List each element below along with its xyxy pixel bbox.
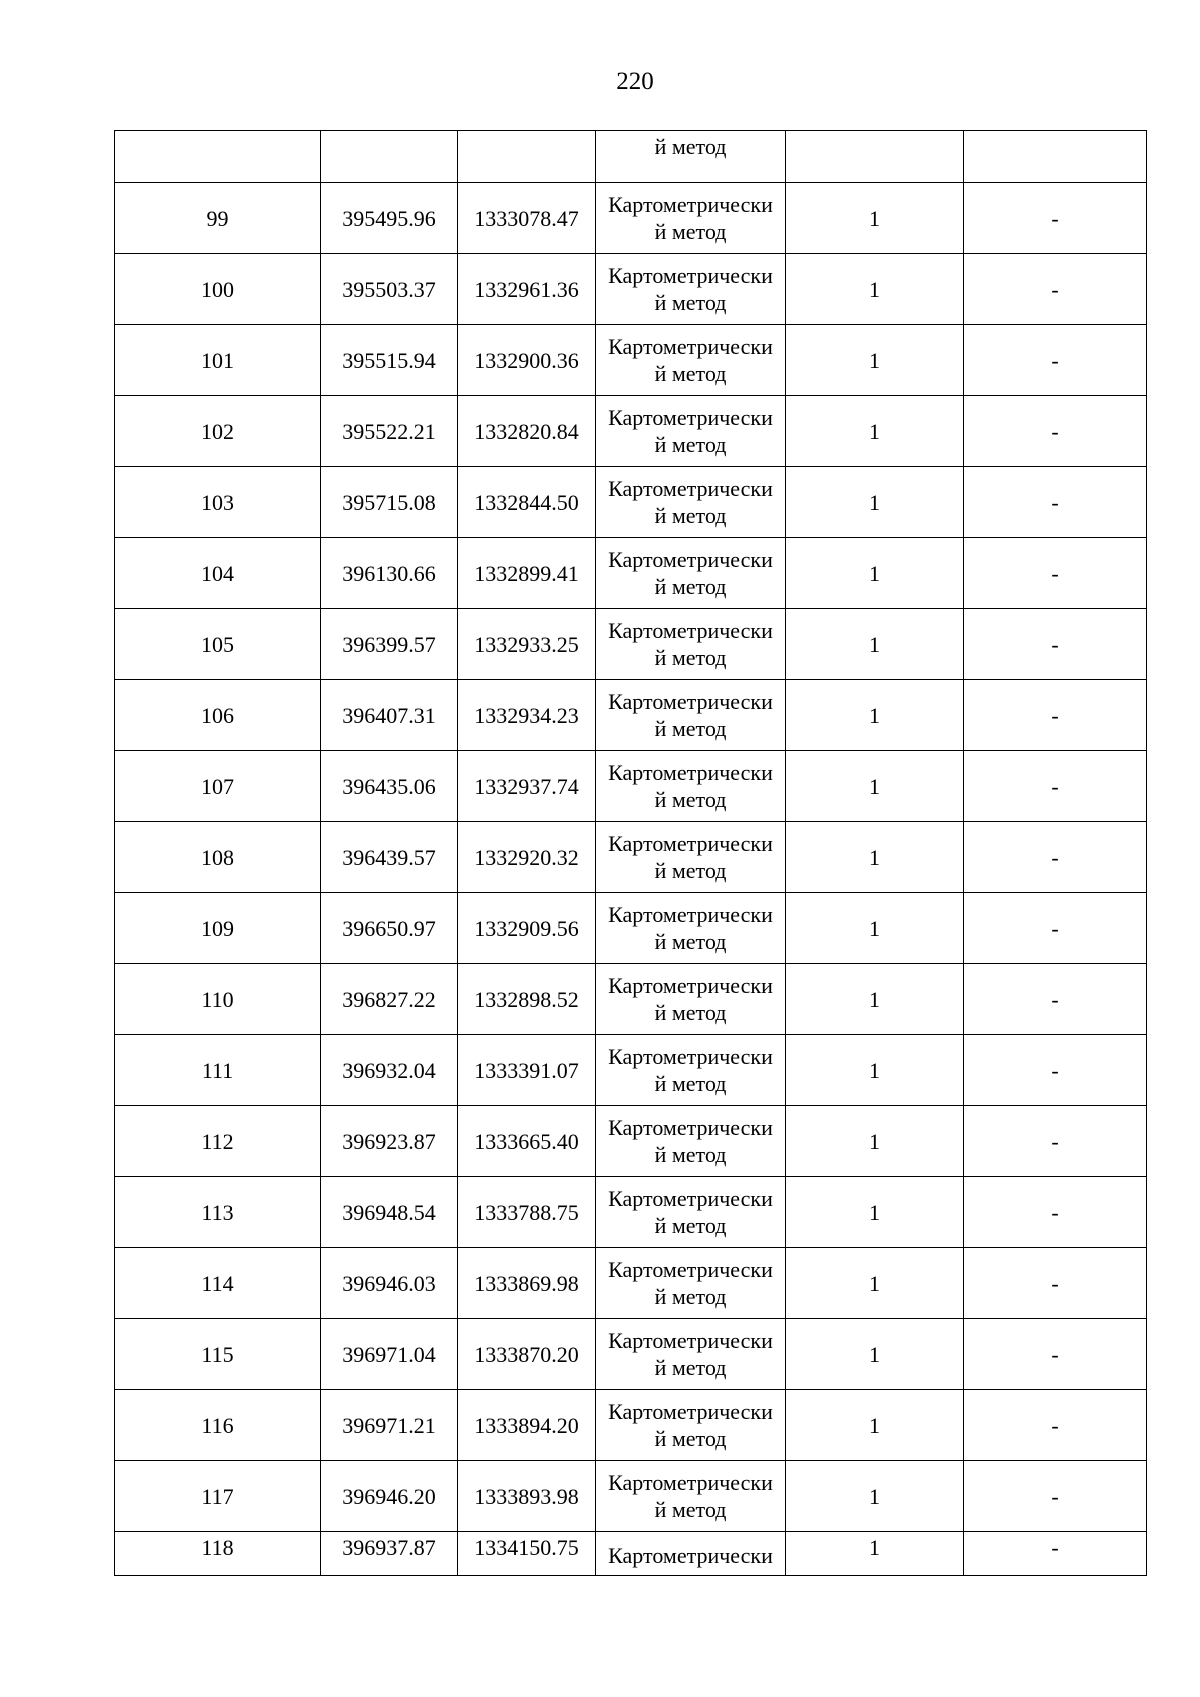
cell-value: 1 bbox=[786, 1248, 964, 1319]
cell-y: 1333894.20 bbox=[458, 1390, 596, 1461]
cell-value: 1 bbox=[786, 751, 964, 822]
cell-num: 118 bbox=[115, 1532, 321, 1576]
method-text-line1: Картометрически bbox=[608, 973, 773, 998]
cell-num: 116 bbox=[115, 1390, 321, 1461]
method-text-line2: й метод bbox=[654, 361, 727, 386]
cell-method bbox=[596, 964, 786, 1035]
cell-num: 105 bbox=[115, 609, 321, 680]
method-text-line2: й метод bbox=[654, 1497, 727, 1522]
cell-num: 114 bbox=[115, 1248, 321, 1319]
cell-y: 1334150.75 bbox=[458, 1532, 596, 1576]
cell-note: - bbox=[964, 1532, 1147, 1576]
cell-num: 99 bbox=[115, 183, 321, 254]
cell-method bbox=[596, 893, 786, 964]
table-row bbox=[115, 325, 1147, 396]
method-text-line1: Картометрически bbox=[608, 334, 773, 359]
cell-note: - bbox=[964, 1461, 1147, 1532]
cell-note: - bbox=[964, 609, 1147, 680]
method-text-line1: Картометрически bbox=[608, 760, 773, 785]
cell-note: - bbox=[964, 538, 1147, 609]
method-text-line2: й метод bbox=[654, 290, 727, 315]
cell-value: 1 bbox=[786, 1177, 964, 1248]
method-text-line2: й метод bbox=[654, 787, 727, 812]
method-text-line2: й метод bbox=[654, 716, 727, 741]
cell-num: 103 bbox=[115, 467, 321, 538]
cell-y: 1332920.32 bbox=[458, 822, 596, 893]
method-text: й метод bbox=[654, 134, 727, 159]
cell-num: 110 bbox=[115, 964, 321, 1035]
cell-y: 1332900.36 bbox=[458, 325, 596, 396]
method-text-line2: й метод bbox=[654, 503, 727, 528]
cell-num: 104 bbox=[115, 538, 321, 609]
cell-method bbox=[596, 131, 786, 183]
table-row bbox=[115, 254, 1147, 325]
method-text-line2: й метод bbox=[654, 219, 727, 244]
cell-method bbox=[596, 1248, 786, 1319]
cell-note: - bbox=[964, 964, 1147, 1035]
method-text-line1: Картометрически bbox=[608, 902, 773, 927]
cell-method bbox=[596, 1319, 786, 1390]
cell-note: - bbox=[964, 183, 1147, 254]
cell-x: 396948.54 bbox=[321, 1177, 458, 1248]
method-text-line2: й метод bbox=[654, 432, 727, 457]
cell-y: 1332844.50 bbox=[458, 467, 596, 538]
method-text-line1: Картометрически bbox=[608, 1399, 773, 1424]
cell-method bbox=[596, 1106, 786, 1177]
cell-x: 395495.96 bbox=[321, 183, 458, 254]
cell-x: 396923.87 bbox=[321, 1106, 458, 1177]
cell-y: 1333870.20 bbox=[458, 1319, 596, 1390]
cell-method bbox=[596, 325, 786, 396]
cell-y: 1333665.40 bbox=[458, 1106, 596, 1177]
cell-num: 106 bbox=[115, 680, 321, 751]
cell-x: 396971.21 bbox=[321, 1390, 458, 1461]
cell-y: 1332934.23 bbox=[458, 680, 596, 751]
cell-y: 1332909.56 bbox=[458, 893, 596, 964]
cell-x: 396407.31 bbox=[321, 680, 458, 751]
cell-note: - bbox=[964, 254, 1147, 325]
cell-value: 1 bbox=[786, 893, 964, 964]
method-text-line1: Картометрически bbox=[608, 1470, 773, 1495]
cell-note: - bbox=[964, 893, 1147, 964]
cell-y: 1332899.41 bbox=[458, 538, 596, 609]
table-row bbox=[115, 1035, 1147, 1106]
cell-note: - bbox=[964, 751, 1147, 822]
cell-value: 1 bbox=[786, 1532, 964, 1576]
cell-y: 1333869.98 bbox=[458, 1248, 596, 1319]
cell-x: 395715.08 bbox=[321, 467, 458, 538]
cell-x: 396435.06 bbox=[321, 751, 458, 822]
cell-x: 396946.20 bbox=[321, 1461, 458, 1532]
cell-y: 1333391.07 bbox=[458, 1035, 596, 1106]
cell-value: 1 bbox=[786, 964, 964, 1035]
table-row bbox=[115, 609, 1147, 680]
table-row bbox=[115, 467, 1147, 538]
cell-method bbox=[596, 751, 786, 822]
table-row bbox=[115, 1319, 1147, 1390]
cell-value: 1 bbox=[786, 609, 964, 680]
cell-method bbox=[596, 1035, 786, 1106]
table-row bbox=[115, 893, 1147, 964]
cell-x: 395515.94 bbox=[321, 325, 458, 396]
cell-x: 396937.87 bbox=[321, 1532, 458, 1576]
cell-x: 396130.66 bbox=[321, 538, 458, 609]
cell-method bbox=[596, 538, 786, 609]
cell-value: 1 bbox=[786, 680, 964, 751]
cell-method bbox=[596, 396, 786, 467]
method-text-line1: Картометрически bbox=[608, 689, 773, 714]
cell-method bbox=[596, 183, 786, 254]
cell-method bbox=[596, 822, 786, 893]
cell-num bbox=[115, 131, 321, 183]
cell-num: 100 bbox=[115, 254, 321, 325]
cell-value: 1 bbox=[786, 396, 964, 467]
method-text-line1: Картометрически bbox=[608, 831, 773, 856]
table-row-last bbox=[115, 1532, 1147, 1576]
cell-y: 1332820.84 bbox=[458, 396, 596, 467]
table-row bbox=[115, 964, 1147, 1035]
cell-value: 1 bbox=[786, 822, 964, 893]
cell-note: - bbox=[964, 1177, 1147, 1248]
method-text-line2: й метод bbox=[654, 1000, 727, 1025]
cell-note bbox=[964, 131, 1147, 183]
cell-method bbox=[596, 1461, 786, 1532]
cell-num: 113 bbox=[115, 1177, 321, 1248]
cell-note: - bbox=[964, 1035, 1147, 1106]
method-text-line1: Картометрически bbox=[608, 192, 773, 217]
cell-y: 1333078.47 bbox=[458, 183, 596, 254]
table-row bbox=[115, 751, 1147, 822]
cell-method bbox=[596, 1177, 786, 1248]
table-row bbox=[115, 396, 1147, 467]
method-text-line1: Картометрически bbox=[608, 618, 773, 643]
cell-y bbox=[458, 131, 596, 183]
cell-method bbox=[596, 254, 786, 325]
cell-x: 395522.21 bbox=[321, 396, 458, 467]
table-row bbox=[115, 680, 1147, 751]
cell-y: 1332937.74 bbox=[458, 751, 596, 822]
cell-method bbox=[596, 467, 786, 538]
method-text-line2: й метод bbox=[654, 1355, 727, 1380]
cell-y: 1332961.36 bbox=[458, 254, 596, 325]
table-row bbox=[115, 1461, 1147, 1532]
method-text-line1: Картометрически bbox=[608, 1257, 773, 1282]
method-text-line2: й метод bbox=[654, 1142, 727, 1167]
method-text-line1: Картометрически bbox=[608, 547, 773, 572]
coordinates-table bbox=[114, 130, 1147, 1576]
table-row bbox=[115, 538, 1147, 609]
cell-x: 396399.57 bbox=[321, 609, 458, 680]
method-text-line2: й метод bbox=[654, 1213, 727, 1238]
method-text-line2: й метод bbox=[654, 574, 727, 599]
method-text-line1: Картометрически bbox=[608, 405, 773, 430]
cell-value: 1 bbox=[786, 1319, 964, 1390]
cell-note: - bbox=[964, 325, 1147, 396]
page-number: 220 bbox=[616, 68, 654, 95]
cell-value: 1 bbox=[786, 467, 964, 538]
method-text-line1: Картометрически bbox=[608, 1543, 773, 1568]
cell-y: 1332933.25 bbox=[458, 609, 596, 680]
cell-note: - bbox=[964, 1248, 1147, 1319]
method-text-line2: й метод bbox=[654, 1284, 727, 1309]
cell-num: 109 bbox=[115, 893, 321, 964]
cell-x bbox=[321, 131, 458, 183]
cell-note: - bbox=[964, 822, 1147, 893]
cell-y: 1333893.98 bbox=[458, 1461, 596, 1532]
method-text-line2: й метод bbox=[654, 1071, 727, 1096]
method-text-line2: й метод bbox=[654, 1426, 727, 1451]
cell-num: 101 bbox=[115, 325, 321, 396]
cell-x: 396971.04 bbox=[321, 1319, 458, 1390]
method-text-line1: Картометрически bbox=[608, 476, 773, 501]
cell-x: 396650.97 bbox=[321, 893, 458, 964]
table-row bbox=[115, 1248, 1147, 1319]
method-text-line1: Картометрически bbox=[608, 1044, 773, 1069]
table-row bbox=[115, 1177, 1147, 1248]
cell-x: 396946.03 bbox=[321, 1248, 458, 1319]
cell-value bbox=[786, 131, 964, 183]
cell-value: 1 bbox=[786, 1390, 964, 1461]
cell-x: 396932.04 bbox=[321, 1035, 458, 1106]
cell-value: 1 bbox=[786, 538, 964, 609]
cell-num: 108 bbox=[115, 822, 321, 893]
cell-y: 1332898.52 bbox=[458, 964, 596, 1035]
method-text-line1: Картометрически bbox=[608, 1186, 773, 1211]
table-row bbox=[115, 1106, 1147, 1177]
table-row bbox=[115, 1390, 1147, 1461]
method-text-line2: й метод bbox=[654, 929, 727, 954]
cell-num: 117 bbox=[115, 1461, 321, 1532]
table-row-continuation bbox=[115, 131, 1147, 183]
cell-note: - bbox=[964, 1390, 1147, 1461]
cell-note: - bbox=[964, 396, 1147, 467]
method-text-line2: й метод bbox=[654, 858, 727, 883]
cell-note: - bbox=[964, 1106, 1147, 1177]
cell-note: - bbox=[964, 1319, 1147, 1390]
cell-value: 1 bbox=[786, 1461, 964, 1532]
cell-note: - bbox=[964, 467, 1147, 538]
cell-num: 115 bbox=[115, 1319, 321, 1390]
cell-method bbox=[596, 1390, 786, 1461]
cell-method bbox=[596, 1532, 786, 1576]
method-text-line1: Картометрически bbox=[608, 1328, 773, 1353]
cell-method bbox=[596, 680, 786, 751]
cell-value: 1 bbox=[786, 325, 964, 396]
cell-value: 1 bbox=[786, 183, 964, 254]
table-row bbox=[115, 822, 1147, 893]
cell-value: 1 bbox=[786, 254, 964, 325]
cell-value: 1 bbox=[786, 1035, 964, 1106]
cell-value: 1 bbox=[786, 1106, 964, 1177]
cell-num: 107 bbox=[115, 751, 321, 822]
cell-num: 112 bbox=[115, 1106, 321, 1177]
cell-num: 111 bbox=[115, 1035, 321, 1106]
cell-x: 396827.22 bbox=[321, 964, 458, 1035]
method-text-line1: Картометрически bbox=[608, 1115, 773, 1140]
method-text-line2: й метод bbox=[654, 645, 727, 670]
method-text-line1: Картометрически bbox=[608, 263, 773, 288]
cell-x: 396439.57 bbox=[321, 822, 458, 893]
cell-num: 102 bbox=[115, 396, 321, 467]
cell-note: - bbox=[964, 680, 1147, 751]
cell-x: 395503.37 bbox=[321, 254, 458, 325]
cell-method bbox=[596, 609, 786, 680]
cell-y: 1333788.75 bbox=[458, 1177, 596, 1248]
table-row bbox=[115, 183, 1147, 254]
